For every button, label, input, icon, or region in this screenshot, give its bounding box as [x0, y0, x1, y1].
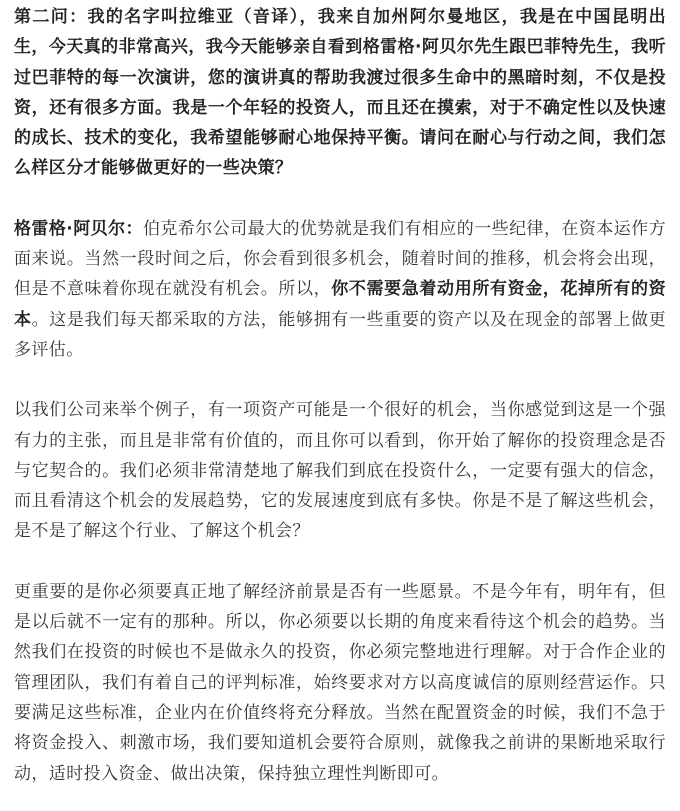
question-paragraph: 第二问：我的名字叫拉维亚（音译），我来自加州阿尔曼地区，我是在中国昆明出生，今天真的非常高兴，我今天能够亲自看到格雷格·阿贝尔先生跟巴菲特先生，我听过巴菲特的每一次演讲，您的演讲真的帮助我渡过很多生命中的黑暗时刻，不仅是投资，还有很多方面。我是一个年轻的投资人，而且还在摸索，对于不确定性以及快速的成长、技术的变化，我希望能够耐心地保持平衡。请问在耐心与行动之间，我们怎么样区分才能够做更好的一些决策？ [14, 7, 666, 179]
answer-paragraph-3: 更重要的是你必须要真正地了解经济前景是否有一些愿景。不是今年有，明年有，但是以后就不一定有的那种。所以，你必须要以长期的角度来看待这个机会的趋势。当然我们在投资的时候也不是做永久的投资，你必须完整地进行理解。对于合作企业的管理团队，我们有着自己的评判标准，始终要求对方以高度诚信的原则经营运作。只要满足这些标准，企业内在价值终将充分释放。当然在配置资金的时候，我们不急于将资金投入、刺激市场，我们要知道机会要符合原则，就像我之前讲的果断地采取行动，适时投入资金、做出决策，保持独立理性判断即可。 [14, 581, 666, 784]
answer-emphasis: 你不需要急着动用所有资金，花掉所有的资本 [14, 279, 666, 330]
answer-text-a: 伯克希尔公司最大的优势就是我们有相应的一些纪律，在资本运作方面来说。当然一段时间之后，你会看到很多机会，随着时间的推移，机会将会出现，但是不意味着你现在就没有机会。所以， [14, 218, 666, 300]
answer-text-b: 。这是我们每天都采取的方法，能够拥有一些重要的资产以及在现金的部署上做更多评估。 [14, 309, 666, 360]
answer-paragraph-1 [14, 214, 666, 365]
speaker-name: 格雷格·阿贝尔： [14, 218, 143, 239]
answer-paragraph-2: 以我们公司来举个例子，有一项资产可能是一个很好的机会，当你感觉到这是一个强有力的主张，而且是非常有价值的，而且你可以看到，你开始了解你的投资理念是否与它契合的。我们必须非常清楚地了解我们到底在投资什么，一定要有强大的信念，而且看清这个机会的发展趋势，它的发展速度到底有多快。你是不是了解这些机会，是不是了解这个行业、了解这个机会？ [14, 400, 666, 542]
